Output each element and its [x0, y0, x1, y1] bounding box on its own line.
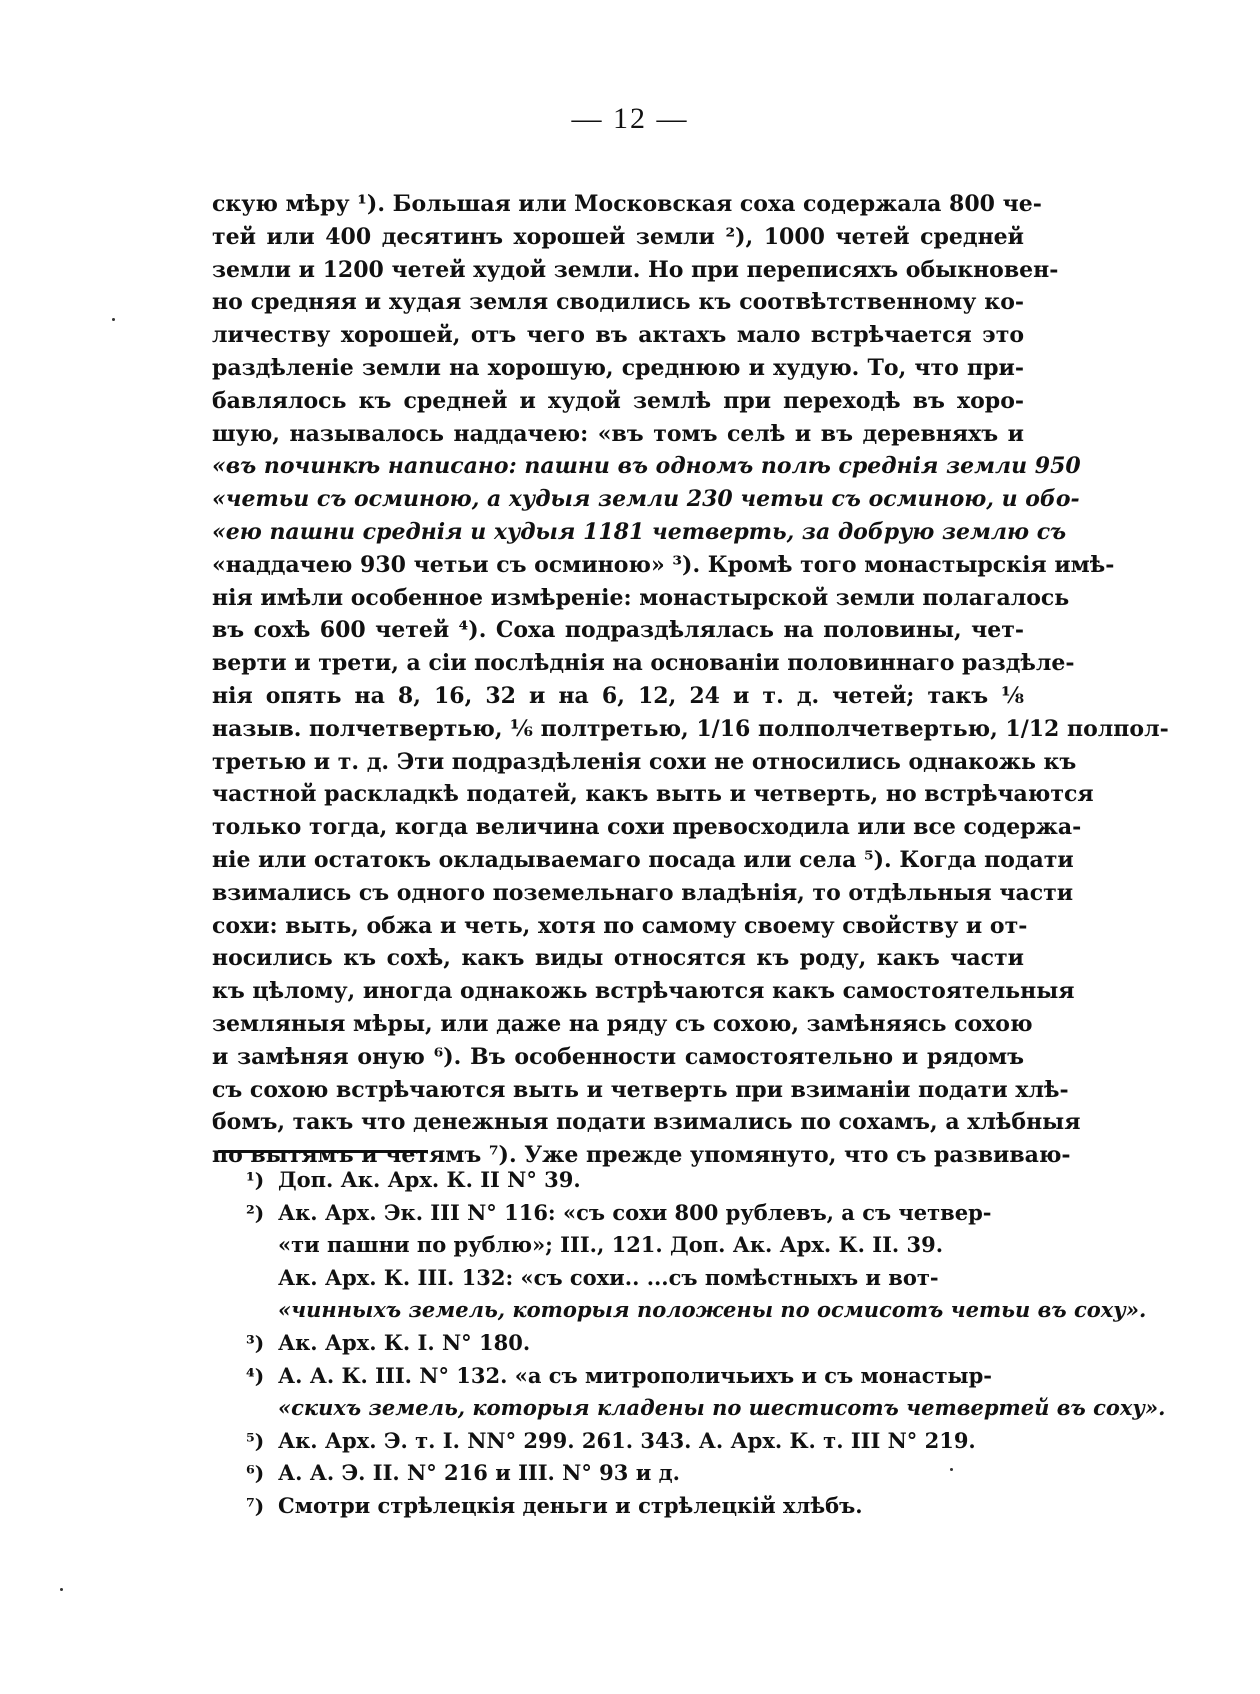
footnote-marker: ¹): [246, 1168, 265, 1192]
body-line: нія опять на 8, 16, 32 и на 6, 12, 24 и т. д. четей; такъ ⅛: [212, 682, 1024, 709]
footnote-text: Смотри стрѣлецкія деньги и стрѣлецкій хлѣбъ.: [278, 1492, 863, 1518]
footnote-2-continued: «ти пашни по рублю»; III., 121. Доп. Ак. Арх. К. II. 39.: [278, 1232, 944, 1258]
body-line: «наддачею 930 четьи съ осминою» ³). Кромѣ того монастырскія имѣ-: [212, 551, 1115, 578]
footnote-5: [246, 1425, 1028, 1458]
footnote-marker: ⁷): [246, 1493, 265, 1518]
footnote-text: Ак. Арх. Э. т. I. NN° 299. 261. 343. А. Арх. К. т. III N° 219.: [278, 1427, 976, 1453]
body-line: бомъ, такъ что денежныя подати взимались по сохамъ, а хлѣбныя: [212, 1109, 1081, 1136]
page-number: — 12 —: [571, 102, 689, 135]
body-line: по вытямъ и четямъ ⁷). Уже прежде упомянуто, что съ развиваю-: [212, 1142, 1071, 1169]
body-line-quote: «въ починкѣ написано: пашни въ одномъ полѣ среднія земли 950: [212, 453, 1081, 480]
footnote-text: А. А. Э. II. N° 216 и III. N° 93 и д.: [278, 1460, 680, 1486]
body-line-quote: «ею пашни среднія и худыя 1181 четверть, за добрую землю съ: [212, 518, 1067, 545]
body-line: третью и т. д. Эти подраздѣленія сохи не относились однакожь къ: [212, 748, 1077, 775]
footnote-2-continued: Ак. Арх. К. III. 132: «съ сохи.. ...съ помѣстныхъ и вот-: [278, 1264, 939, 1290]
footnote-marker: ⁵): [246, 1428, 265, 1453]
body-line: носились къ сохѣ, какъ виды относятся къ роду, какъ части: [212, 945, 1024, 972]
body-line: взимались съ одного поземельнаго владѣнія, то отдѣльныя части: [212, 879, 1074, 906]
body-line: шую, называлось наддачею: «въ томъ селѣ и въ деревняхъ и: [212, 420, 1024, 447]
body-line: раздѣленіе земли на хорошую, среднюю и худую. То, что при-: [212, 354, 1024, 381]
body-line: ніе или остатокъ окладываемаго посада или села ⁵). Когда подати: [212, 846, 1074, 873]
body-line: земляныя мѣры, или даже на ряду съ сохою, замѣняясь сохою: [212, 1010, 1033, 1037]
footnote-7: [246, 1490, 1028, 1523]
footnote-4: [246, 1360, 1028, 1393]
footnote-text: Доп. Ак. Арх. К. II N° 39.: [278, 1167, 581, 1192]
footnote-text: Ак. Арх. К. I. N° 180.: [278, 1329, 531, 1355]
body-line: скую мѣру ¹). Большая или Московская соха содержала 800 че-: [212, 191, 1042, 217]
body-line: и замѣняя оную ⁶). Въ особенности самостоятельно и рядомъ: [212, 1043, 1024, 1070]
body-line: бавлялось къ средней и худой землѣ при переходѣ въ хоро-: [212, 387, 1024, 414]
body-line: частной раскладкѣ податей, какъ выть и четверть, но встрѣчаются: [212, 781, 1094, 808]
footnote-1: [246, 1164, 1028, 1197]
scan-speck: [112, 318, 115, 321]
scan-speck: [60, 1588, 63, 1591]
footnote-separator-rule: [218, 1150, 428, 1153]
footnote-text: А. А. К. III. N° 132. «а съ митрополичьихъ и съ монастыр-: [278, 1362, 992, 1388]
body-line: въ сохѣ 600 четей ⁴). Соха подраздѣлялась на половины, чет-: [212, 617, 1024, 644]
footnote-3: [246, 1327, 1028, 1360]
footnote-text: Ак. Арх. Эк. III N° 116: «съ сохи 800 рублевъ, а съ четвер-: [278, 1199, 992, 1225]
body-line: къ цѣлому, иногда однакожь встрѣчаются какъ самостоятельныя: [212, 978, 1075, 1005]
body-line: земли и 1200 четей худой земли. Но при переписяхъ обыкновен-: [212, 256, 1059, 283]
body-line: только тогда, когда величина сохи превосходила или все содержа-: [212, 814, 1082, 841]
scan-speck: [950, 1468, 953, 1471]
body-line: сохи: выть, обжа и четь, хотя по самому своему свойству и от-: [212, 912, 1028, 939]
footnote-marker: ⁴): [246, 1363, 265, 1388]
main-paragraph: [212, 188, 1169, 1172]
footnote-2: [246, 1197, 1028, 1230]
body-line: съ сохою встрѣчаются выть и четверть при взиманіи подати хлѣ-: [212, 1076, 1069, 1103]
body-line: но средняя и худая земля сводились къ соотвѣтственному ко-: [212, 289, 1024, 316]
body-line: тей или 400 десятинъ хорошей земли ²), 1000 четей средней: [212, 223, 1024, 250]
footnote-6: [246, 1457, 1028, 1490]
footnotes-block: [246, 1164, 1166, 1523]
footnote-2-continued: «чинныхъ земель, которыя положены по осмисотъ четьи въ соху».: [278, 1297, 1147, 1323]
footnote-marker: ²): [246, 1200, 265, 1225]
footnote-marker: ³): [246, 1330, 265, 1355]
body-line: назыв. полчетвертью, ⅙ полтретью, 1/16 полполчетвертью, 1/12 полпол-: [212, 715, 1169, 742]
body-line: верти и трети, а сіи послѣднія на основаніи половиннаго раздѣле-: [212, 650, 1075, 677]
footnote-4-continued: «скихъ земель, которыя кладены по шестисотъ четвертей въ соху».: [278, 1395, 1166, 1421]
body-line-quote: «четьи съ осминою, а худыя земли 230 четьи съ осминою, и обо-: [212, 486, 1080, 513]
body-line: личеству хорошей, отъ чего въ актахъ мало встрѣчается это: [212, 322, 1024, 349]
body-line: нія имѣли особенное измѣреніе: монастырской земли полагалось: [212, 584, 1070, 611]
footnote-marker: ⁶): [246, 1461, 265, 1486]
